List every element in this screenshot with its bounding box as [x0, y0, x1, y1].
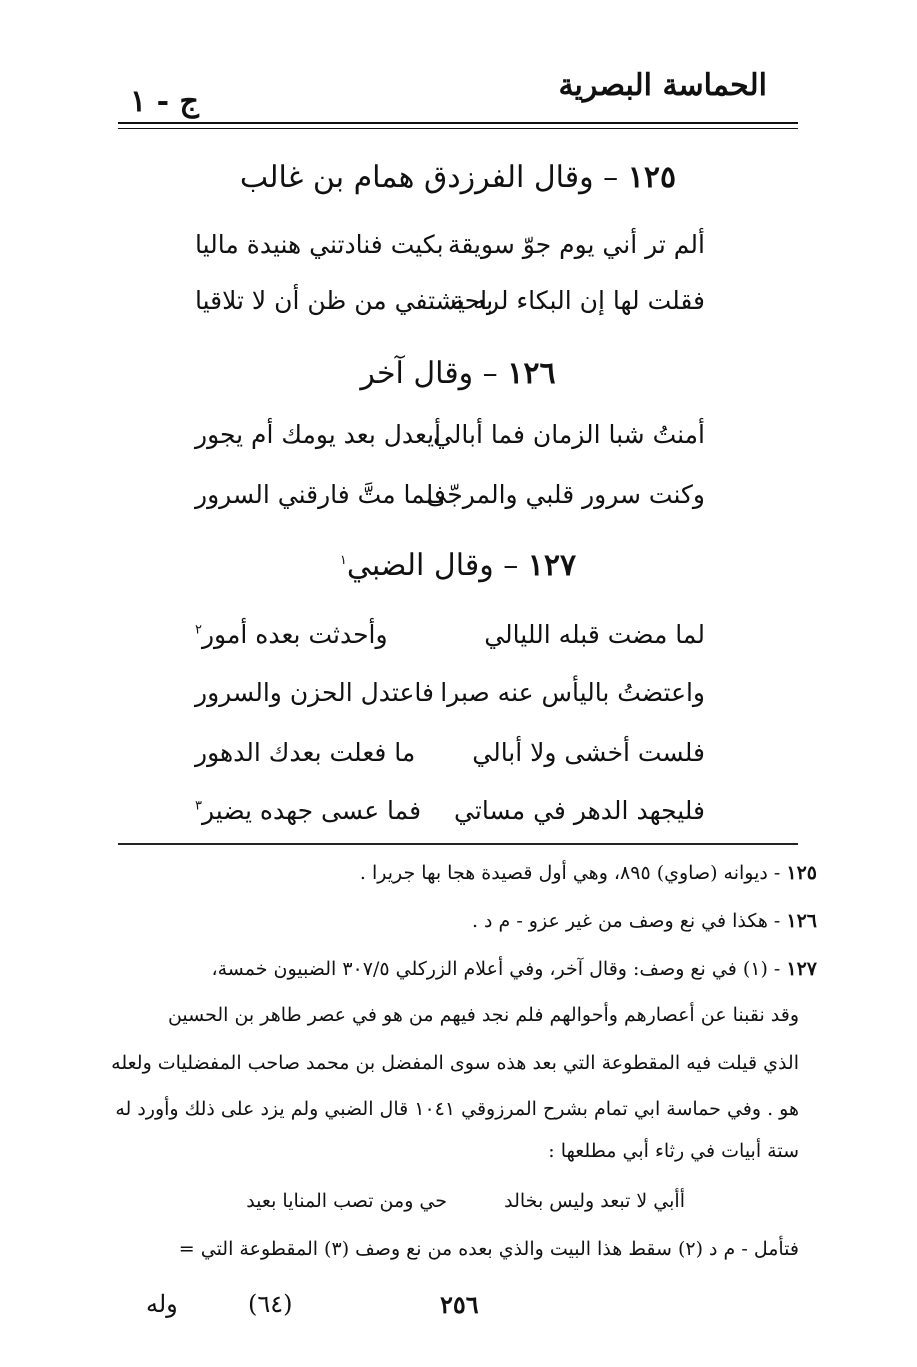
- verse-hemistich: بكيت فنادتني هنيدة ماليا: [195, 230, 444, 259]
- poem-heading-127: [118, 548, 798, 583]
- verse-hemistich: فلما متَّ فارقني السرور: [195, 480, 446, 509]
- volume-label: ج - ١: [130, 84, 199, 119]
- quoted-verse-hemistich: أأبي لا تبعد وليس بخالد: [504, 1190, 685, 1212]
- section-number: (٦٤): [248, 1290, 293, 1318]
- poem-heading-126: [118, 356, 798, 391]
- verse-hemistich: فاعتدل الحزن والسرور: [195, 678, 434, 707]
- verse-hemistich: به يشتفي من ظن أن لا تلاقيا: [195, 286, 494, 315]
- running-title: الحماسة البصرية: [558, 68, 767, 103]
- footnote-text: - ديوانه (صاوي) ٨٩٥، وهي أول قصيدة هجا بها جريرا .: [359, 862, 781, 884]
- footnote-line: فتأمل - م د (٢) سقط هذا البيت والذي بعده من نع وصف (٣) المقطوعة التي =: [178, 1238, 799, 1260]
- footnote-marker: ١: [339, 553, 347, 568]
- footnote-line: وقد نقبنا عن أعصارهم وأحوالهم فلم نجد فيهم من هو في عصر طاهر بن الحسين: [167, 1004, 799, 1026]
- header-rule-thin: [118, 128, 798, 129]
- verse-hemistich: ما فعلت بعدك الدهور: [195, 738, 416, 767]
- footnote-separator: [118, 843, 798, 845]
- verse-hemistich: فليجهد الدهر في مساتي: [454, 796, 705, 825]
- hemistich-text: فما عسى جهده يضير: [201, 796, 422, 825]
- footnote-line: ستة أبيات في رثاء أبي مطلعها :: [548, 1140, 799, 1162]
- footnote-number: ١٢٧: [786, 958, 817, 980]
- footnote-number: ١٢٦: [786, 910, 817, 932]
- footnote-marker: ٣: [195, 798, 202, 814]
- header-rule: [118, 122, 798, 124]
- poem-number: ١٢٦: [507, 356, 556, 391]
- footnote-line: الذي قيلت فيه المقطوعة التي بعد هذه سوى المفضل بن محمد صاحب المفضليات ولعله: [111, 1052, 799, 1074]
- verse-hemistich: وكنت سرور قلبي والمرجّى: [426, 480, 705, 509]
- poem-number: ١٢٧: [527, 548, 577, 583]
- poem-number: ١٢٥: [627, 160, 677, 195]
- footnote-line: هو . وفي حماسة ابي تمام بشرح المرزوقي ١٠٤١ قال الضبي ولم يزد على ذلك وأورد له: [115, 1098, 799, 1120]
- verse-hemistich: لما مضت قبله الليالي: [484, 620, 705, 649]
- catchword: وله: [146, 1290, 178, 1318]
- poem-heading-text: – وقال آخر: [360, 356, 498, 391]
- footnote-number: ١٢٥: [786, 862, 817, 884]
- verse-hemistich: واعتضتُ باليأس عنه صبرا: [440, 678, 705, 707]
- footnote-marker: ٢: [195, 622, 202, 638]
- verse-hemistich: فقلت لها إن البكاء لراحة: [451, 286, 705, 315]
- footnote-125: [360, 862, 817, 884]
- footnote-127: [211, 958, 817, 980]
- footnote-text: - هكذا في نع وصف من غير عزو - م د .: [471, 910, 781, 932]
- verse-hemistich: [195, 796, 421, 825]
- page-number: ٢٥٦: [440, 1290, 479, 1319]
- verse-hemistich: أمنتُ شبا الزمان فما أبالي: [432, 420, 705, 449]
- footnote-126: [472, 910, 817, 932]
- verse-hemistich: أيعدل بعد يومك أم يجور: [195, 420, 442, 449]
- poem-heading-text: – وقال الفرزدق همام بن غالب: [239, 160, 619, 195]
- footnote-text: - (١) في نع وصف: وقال آخر، وفي أعلام الزركلي ٣٠٧/٥ الضبيون خمسة،: [211, 958, 781, 980]
- quoted-verse-hemistich: حي ومن تصب المنايا بعيد: [246, 1190, 447, 1212]
- verse-hemistich: [195, 620, 388, 649]
- hemistich-text: وأحدثت بعده أمور: [201, 620, 388, 649]
- verse-hemistich: فلست أخشى ولا أبالي: [472, 738, 705, 767]
- verse-hemistich: ألم تر أني يوم جوّ سويقة: [447, 230, 705, 259]
- poem-heading-125: [118, 160, 798, 195]
- poem-heading-text: – وقال الضبي: [346, 548, 519, 583]
